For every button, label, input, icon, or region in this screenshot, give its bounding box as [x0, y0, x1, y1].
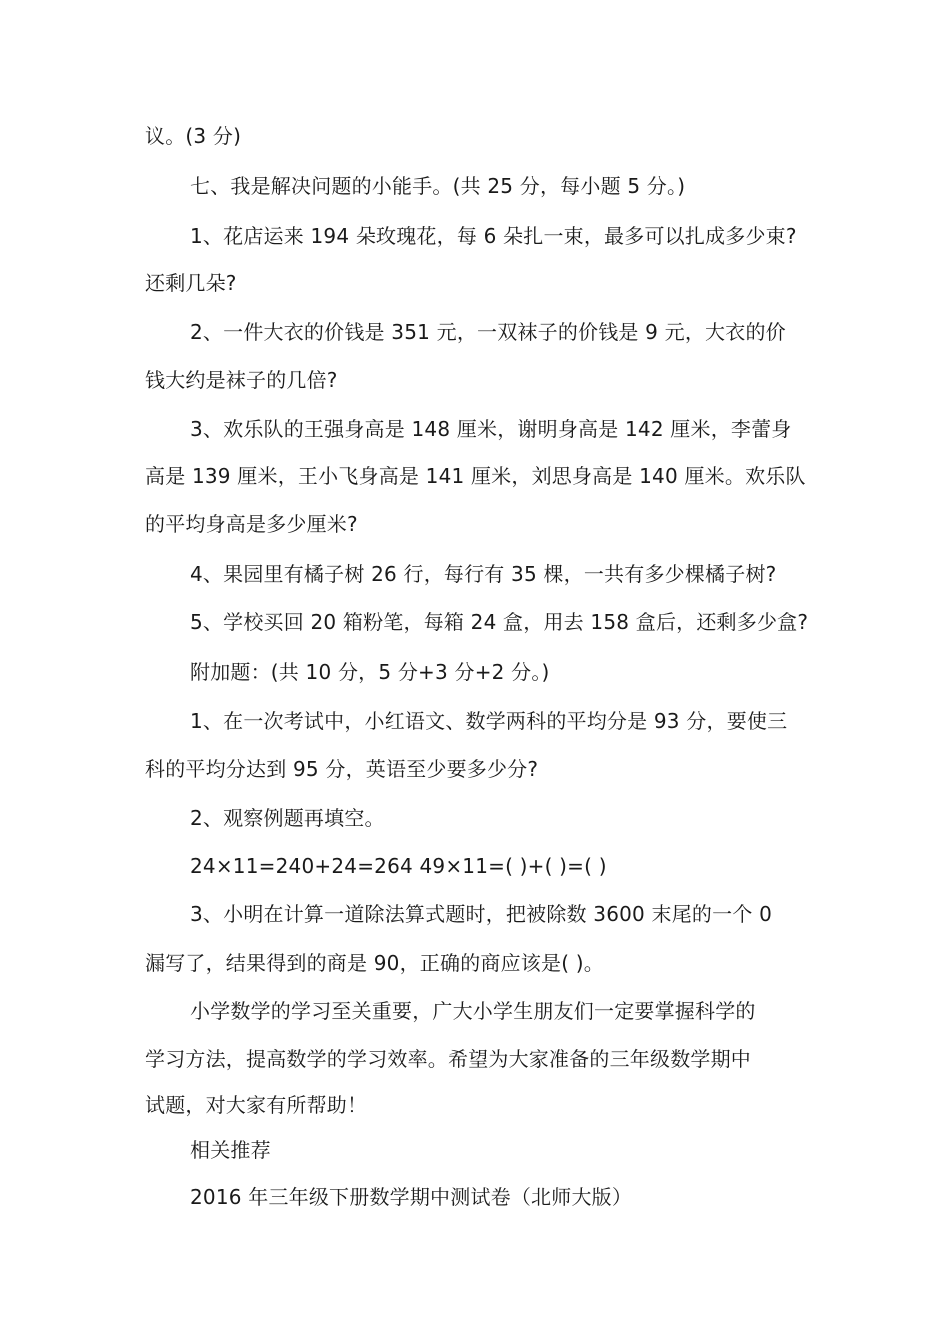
- text-line: 的平均身高是多少厘米?: [145, 512, 358, 536]
- related-heading: 相关推荐: [190, 1138, 271, 1162]
- text-line: 5、学校买回 20 箱粉笔，每箱 24 盒，用去 158 盒后，还剩多少盒?: [190, 610, 809, 634]
- equation-line: 24×11=240+24=264 49×11=( )+( )=( ): [190, 854, 607, 878]
- text-line: 漏写了，结果得到的商是 90，正确的商应该是( )。: [145, 951, 604, 975]
- text-line: 3、小明在计算一道除法算式题时，把被除数 3600 末尾的一个 0: [190, 902, 773, 926]
- text-line: 2、观察例题再填空。: [190, 806, 385, 830]
- section-heading: 附加题：(共 10 分，5 分+3 分+2 分。): [190, 660, 550, 684]
- text-line: 还剩几朵?: [145, 271, 237, 295]
- text-line: 1、花店运来 194 朵玫瑰花，每 6 朵扎一束，最多可以扎成多少束?: [190, 224, 797, 248]
- text-line: 议。(3 分): [145, 124, 242, 148]
- text-line: 2、一件大衣的价钱是 351 元，一双袜子的价钱是 9 元，大衣的价: [190, 320, 786, 344]
- related-link[interactable]: 2016 年三年级下册数学期中测试卷（北师大版）: [190, 1185, 633, 1209]
- text-line: 学习方法，提高数学的学习效率。希望为大家准备的三年级数学期中: [145, 1047, 751, 1071]
- text-line: 小学数学的学习至关重要，广大小学生朋友们一定要掌握科学的: [190, 999, 756, 1023]
- section-heading: 七、我是解决问题的小能手。(共 25 分，每小题 5 分。): [190, 174, 686, 198]
- text-line: 试题，对大家有所帮助！: [145, 1093, 368, 1117]
- text-line: 1、在一次考试中，小红语文、数学两科的平均分是 93 分，要使三: [190, 709, 788, 733]
- text-line: 钱大约是袜子的几倍?: [145, 368, 338, 392]
- text-line: 4、果园里有橘子树 26 行，每行有 35 棵，一共有多少棵橘子树?: [190, 562, 777, 586]
- text-line: 科的平均分达到 95 分，英语至少要多少分?: [145, 757, 539, 781]
- text-line: 高是 139 厘米，王小飞身高是 141 厘米，刘思身高是 140 厘米。欢乐队: [145, 464, 806, 488]
- text-line: 3、欢乐队的王强身高是 148 厘米，谢明身高是 142 厘米，李蕾身: [190, 417, 792, 441]
